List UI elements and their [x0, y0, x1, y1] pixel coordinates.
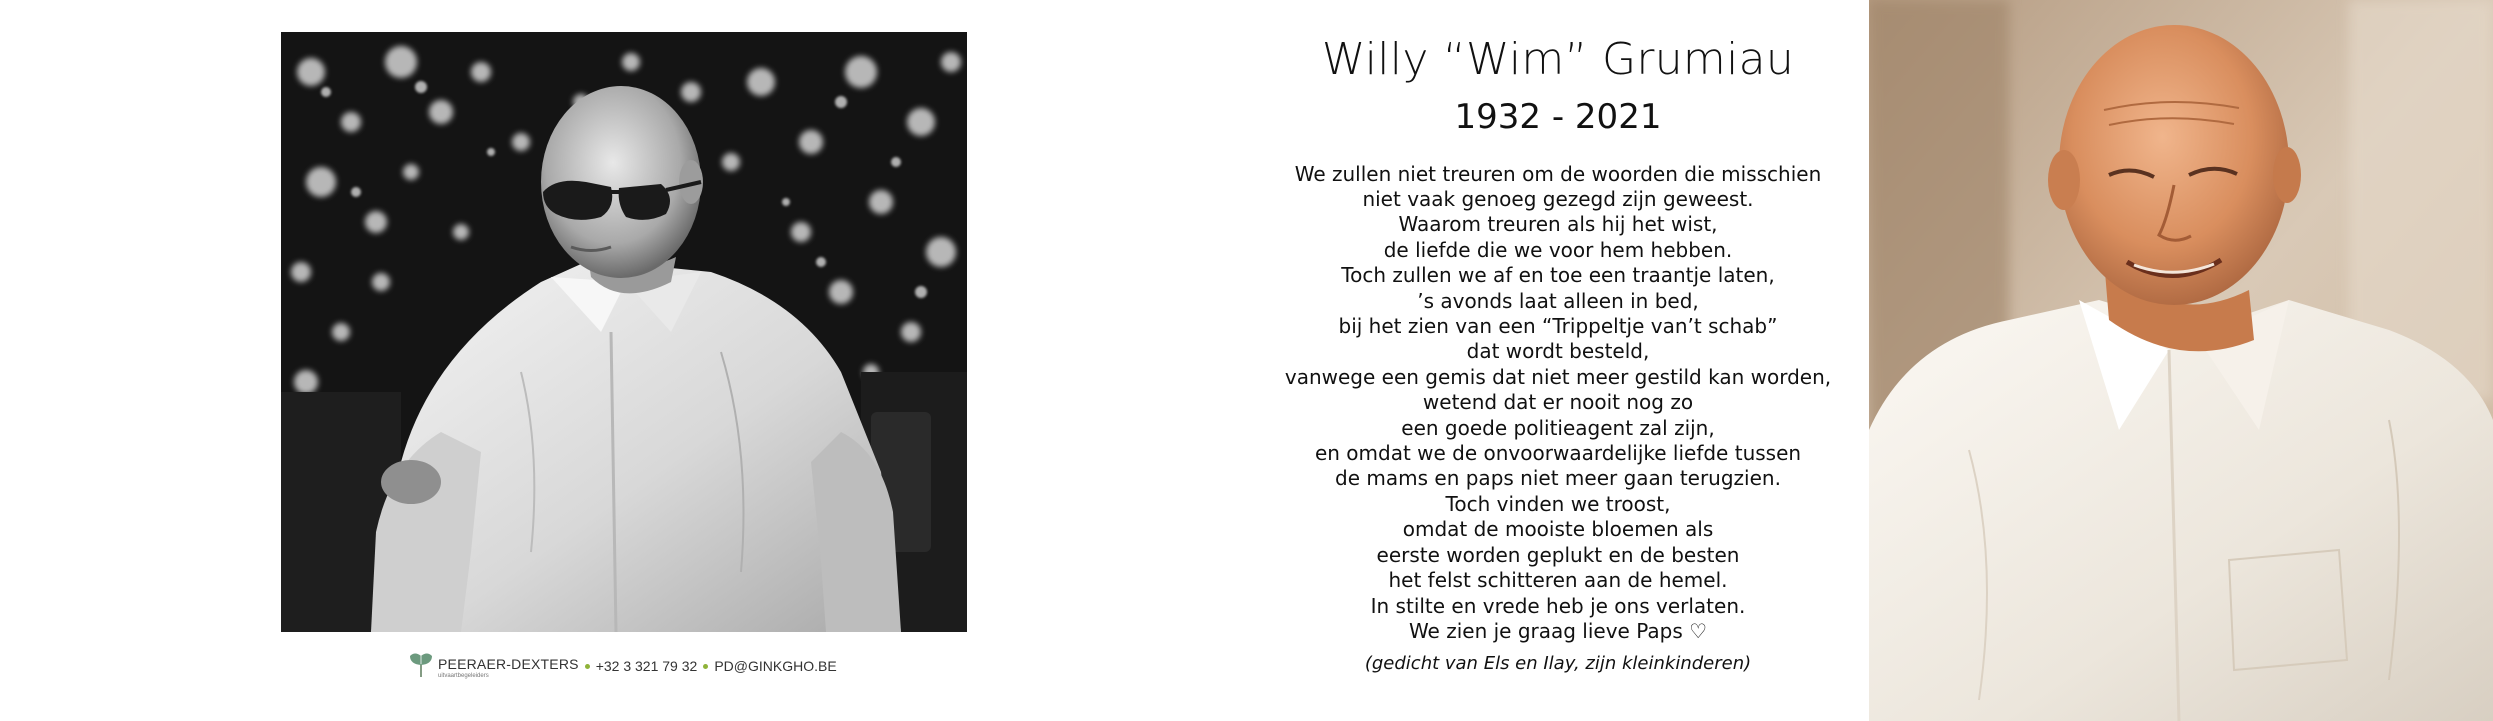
- poem: [1238, 162, 1878, 645]
- poem-credit: (gedicht van Els en Ilay, zijn kleinkinderen): [1364, 653, 1752, 675]
- poem-line: Toch zullen we af en toe een traantje laten,: [1341, 263, 1775, 288]
- poem-line: wetend dat er nooit nog zo: [1422, 390, 1694, 415]
- poem-line: omdat de mooiste bloemen als: [1402, 517, 1714, 542]
- poem-line: Waarom treuren als hij het wist,: [1398, 212, 1718, 237]
- poem-line: een goede politieagent zal zijn,: [1401, 415, 1715, 440]
- phone-number: +32 3 321 79 32: [595, 658, 698, 674]
- ginkgo-leaf-icon: [408, 650, 434, 678]
- poem-line: de liefde die we voor hem hebben.: [1383, 237, 1733, 262]
- poem-line: de mams en paps niet meer gaan terugzien.: [1335, 466, 1781, 491]
- separator-dot: [585, 664, 590, 669]
- poem-line: vanwege een gemis dat niet meer gestild kan worden,: [1284, 364, 1832, 389]
- poem-line: eerste worden geplukt en de besten: [1376, 542, 1740, 567]
- email-address: PD@GINKGHO.BE: [714, 658, 837, 674]
- poem-line: ’s avonds laat alleen in bed,: [1417, 288, 1699, 313]
- poem-line: Toch vinden we troost,: [1445, 491, 1671, 516]
- poem-line: We zien je graag lieve Paps ♡: [1408, 618, 1708, 643]
- poem-line: dat wordt besteld,: [1466, 339, 1650, 364]
- color-portrait-photo: [1869, 0, 2493, 721]
- bw-portrait-photo: [281, 32, 967, 632]
- memorial-text: [1238, 20, 1878, 676]
- brand-tagline: uitvaartbegeleiders: [438, 673, 489, 679]
- poem-line: en omdat we de onvoorwaardelijke liefde tussen: [1314, 441, 1802, 466]
- poem-line: bij het zien van een “Trippeltje van’t schab”: [1338, 314, 1778, 339]
- brand-name: PEERAER-DEXTERS: [438, 656, 579, 672]
- poem-line: het felst schitteren aan de hemel.: [1388, 568, 1728, 593]
- separator-dot: [703, 664, 708, 669]
- deceased-name: Willy “Wim” Grumiau: [1321, 34, 1795, 85]
- poem-line: In stilte en vrede heb je ons verlaten.: [1370, 593, 1746, 618]
- poem-line: We zullen niet treuren om de woorden die misschien: [1294, 161, 1822, 186]
- life-years: 1932 - 2021: [1454, 96, 1662, 137]
- poem-line: niet vaak genoeg gezegd zijn geweest.: [1362, 187, 1754, 211]
- funeral-home-footer: [408, 648, 837, 688]
